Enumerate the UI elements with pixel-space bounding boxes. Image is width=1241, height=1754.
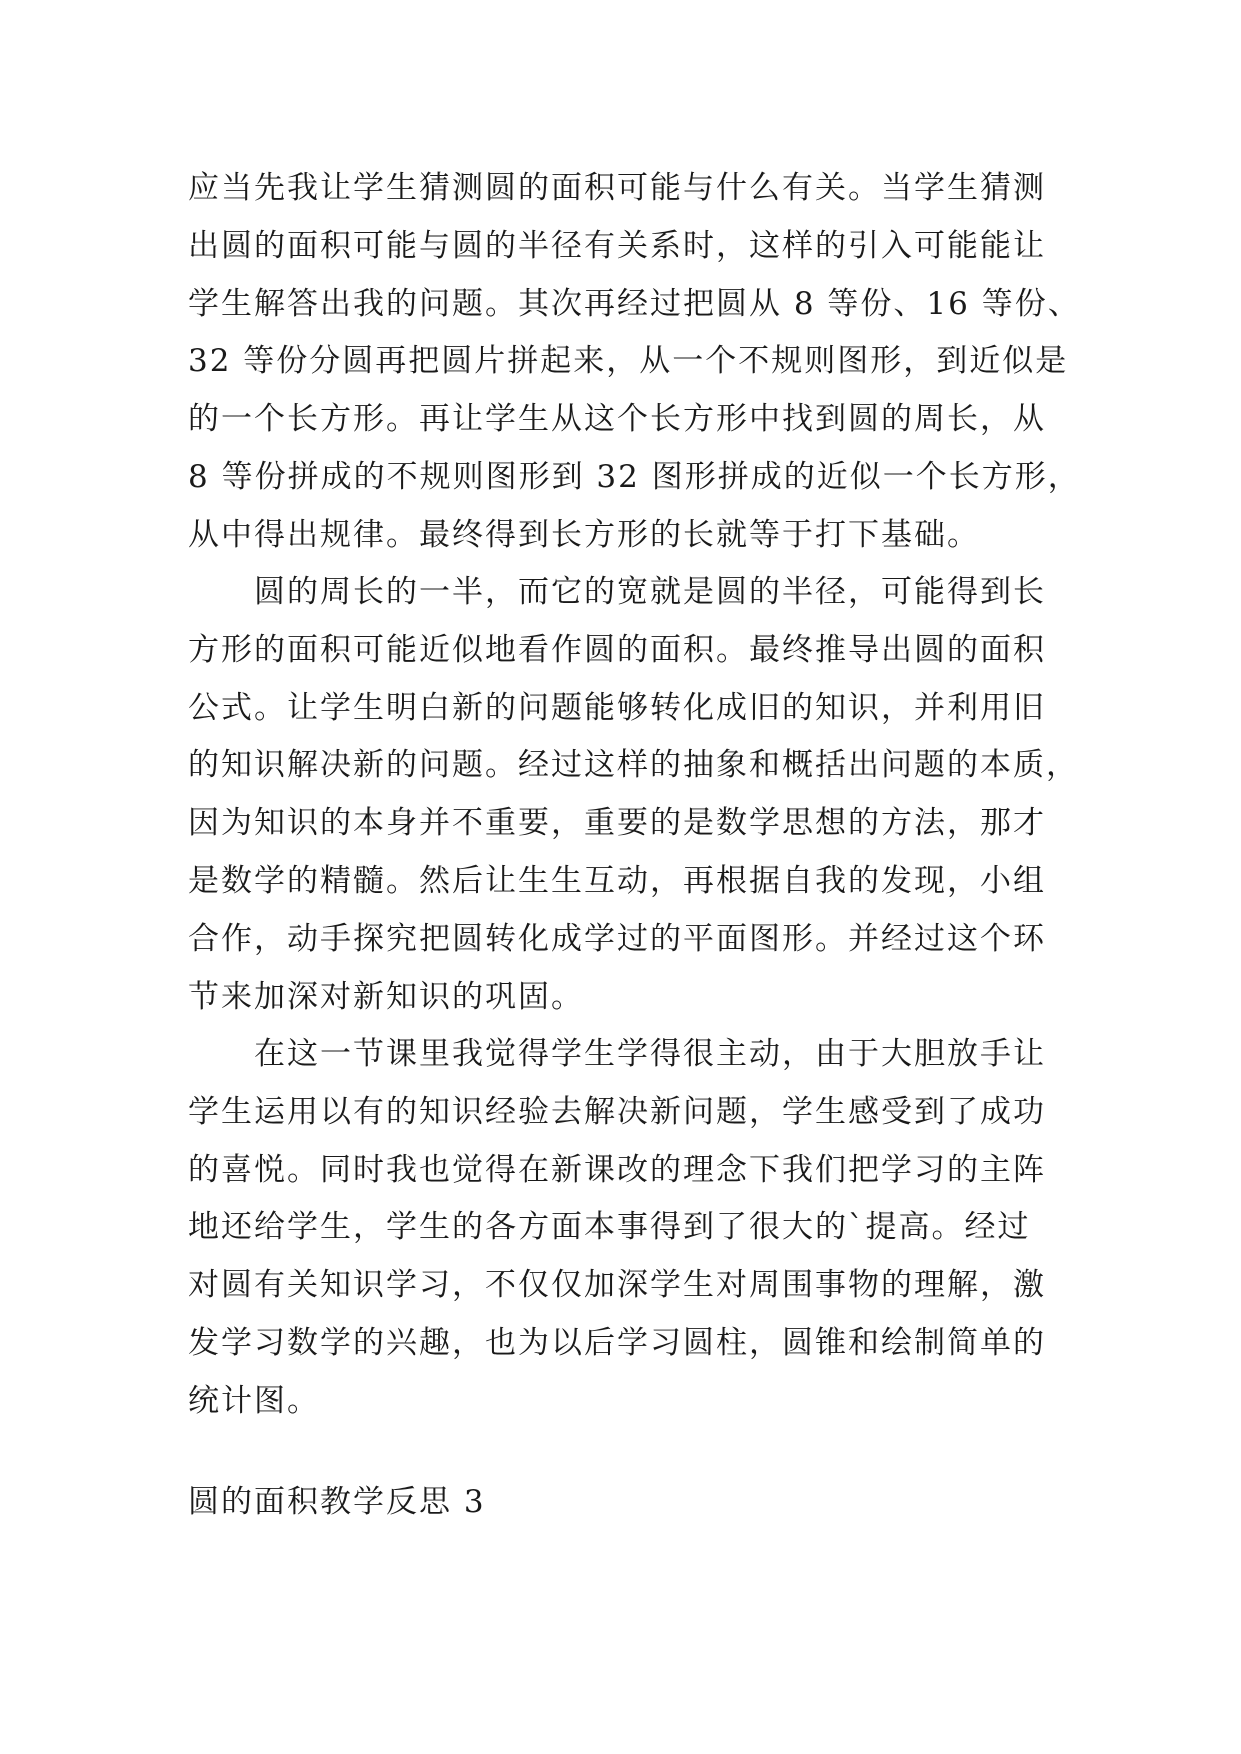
- paragraph-line: 公式。让学生明白新的问题能够转化成旧的知识，并利用旧: [188, 689, 1046, 726]
- paragraph-line: 出圆的面积可能与圆的半径有关系时，这样的引入可能能让: [188, 227, 1046, 264]
- paragraph-line: 圆的周长的一半，而它的宽就是圆的半径，可能得到长: [188, 574, 1046, 610]
- paragraph-line: 统计图。: [188, 1382, 320, 1419]
- paragraph-line: 方形的面积可能近似地看作圆的面积。最终推导出圆的面积: [188, 631, 1046, 668]
- paragraph-line: 学生解答出我的问题。其次再经过把圆从 8 等份、16 等份、: [188, 285, 1081, 322]
- paragraph-1: [188, 160, 1081, 565]
- paragraph-line: 在这一节课里我觉得学生学得很主动，由于大胆放手让: [188, 1036, 1046, 1072]
- paragraph-line: 应当先我让学生猜测圆的面积可能与什么有关。当学生猜测: [188, 170, 1046, 206]
- paragraph-line: 因为知识的本身并不重要，重要的是数学思想的方法，那才: [188, 805, 1046, 842]
- paragraph-line: 是数学的精髓。然后让生生互动，再根据自我的发现，小组: [188, 862, 1046, 899]
- paragraph-line: 学生运用以有的知识经验去解决新问题，学生感受到了成功: [188, 1093, 1046, 1130]
- paragraph-line: 的喜悦。同时我也觉得在新课改的理念下我们把学习的主阵: [188, 1151, 1046, 1188]
- paragraph-line: 地还给学生，学生的各方面本事得到了很大的`提高。经过: [188, 1209, 1031, 1246]
- paragraph-line: 从中得出规律。最终得到长方形的长就等于打下基础。: [188, 516, 980, 553]
- paragraph-line: 的知识解决新的问题。经过这样的抽象和概括出问题的本质，: [188, 747, 1079, 784]
- paragraph-3: [188, 1026, 1058, 1431]
- paragraph-line: 的一个长方形。再让学生从这个长方形中找到圆的周长，从: [188, 401, 1046, 438]
- paragraph-line: 32 等份分圆再把圆片拼起来，从一个不规则图形，到近似是: [188, 343, 1069, 380]
- paragraph-line: 8 等份拼成的不规则图形到 32 图形拼成的近似一个长方形，: [188, 458, 1081, 495]
- paragraph-line: 发学习数学的兴趣，也为以后学习圆柱，圆锥和绘制简单的: [188, 1324, 1046, 1361]
- paragraph-line: 节来加深对新知识的巩固。: [188, 978, 584, 1015]
- paragraph-2: [188, 564, 1079, 1026]
- paragraph-line: 对圆有关知识学习，不仅仅加深学生对周围事物的理解，激: [188, 1267, 1046, 1304]
- paragraph-line: 合作，动手探究把圆转化成学过的平面图形。并经过这个环: [188, 920, 1046, 957]
- section-heading: 圆的面积教学反思 3: [188, 1484, 486, 1520]
